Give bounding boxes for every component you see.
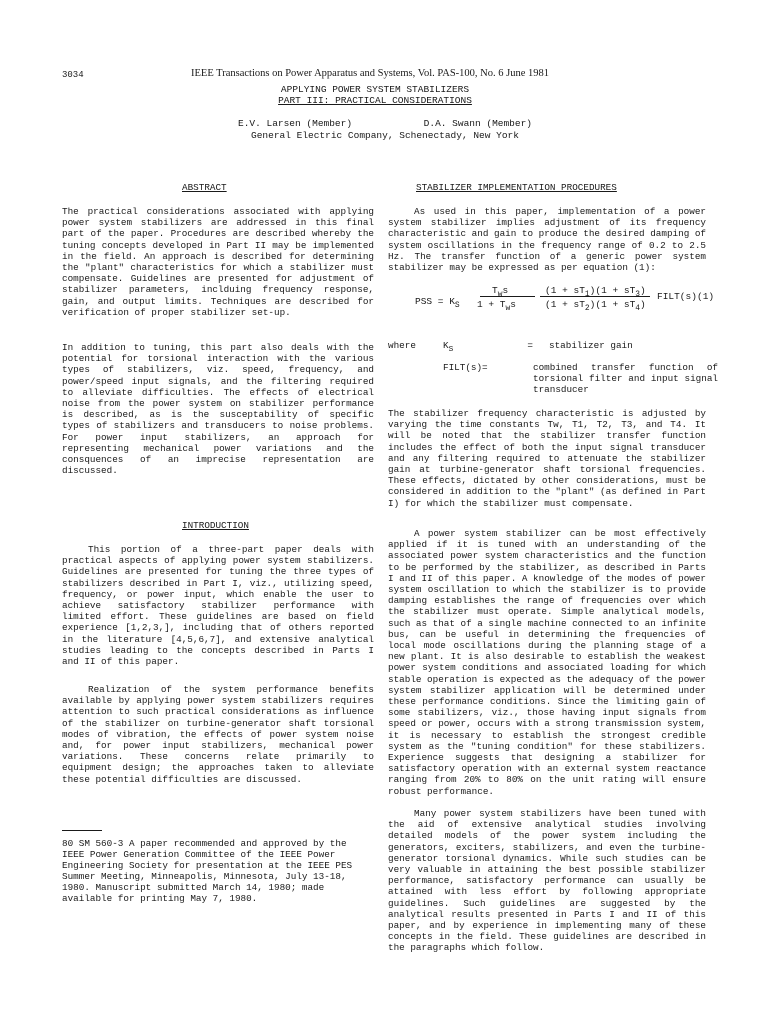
- title-line-1: APPLYING POWER SYSTEM STABILIZERS: [280, 84, 470, 95]
- eq-denominator-2: $(1 + sT_2)(1 + sT_4)$: [545, 299, 646, 313]
- implementation-paragraph-2: The stabilizer frequency characteristic is adjusted by varying the time constants Tw, T1, T2, T3, and T4. It will be noted that the stabilizer transfer function includes the effect of both the input signal transducer and any filtering required to attenuate the stabilizer gain at turbine-generator shaft torsional frequencies. These effects, dictated by other considerations, must be considered in addition to the "plant" (as defined in Part I) for which the stabilizer must compensate.: [388, 408, 707, 509]
- abstract-paragraph-1: The practical considerations associated with applying power system stabilizers are addressed in this final part of the paper. Procedures are described whereby the tuning concepts developed in Part II may be implemented in the field. An approach is described for determining the "plant" characteristics for which a stabilizer must compensate. Guidelines are presented for adjustment of stabilizer parameters, inclduing frequency response, gain, and output limits. Techniques are described for verification of proper stabilizer set-up.: [62, 206, 374, 318]
- introduction-heading: INTRODUCTION: [182, 520, 249, 531]
- implementation-paragraph-3: A power system stabilizer can be most effectively applied if it is tuned with an understanding of the associated power system characteristics and the function to be performed by the stabilizer, as described in Parts I and II of this paper. A knowledge of the modes of power system oscillation to which the stabilizer is to provide damping establishes the range of frequencies over which the stabilizer must operate. Simple analytical models, such as that of a single machine connected to an infinite bus, can be useful in determining the frequencies of local mode oscillations during the planning stage of a new plant. It is also desirable to establish the weakest power system conditions and associated loading for which stable operation is expected as the adequacy of the power system stabilizer application will be determined under these performance conditions. Since the limiting gain of some stabilizers, viz., those having input signals from speed or power, occurs with a strong transmission system, it is necessary to establish the strongest credible system as the "tuning condition" for these stabilizers. Experience suggests that designing a stabilizer for satisfactory operation with an external system reactance ranging from 20% to 80% on the unit rating will ensure robust performance.: [388, 528, 707, 797]
- authors-block: [160, 118, 610, 142]
- title-line-2: PART III: PRACTICAL CONSIDERATIONS: [278, 95, 472, 106]
- abstract-heading: ABSTRACT: [182, 182, 227, 193]
- where-definitions: [388, 340, 718, 402]
- eq-fraction-bar-2: [540, 296, 650, 297]
- eq-numerator-1: $T_ws$: [492, 285, 509, 299]
- eq-numerator-2: $(1 + sT_1)(1 + sT_3)$: [545, 285, 646, 299]
- equation-1: [395, 282, 715, 320]
- author-1: E.V. Larsen (Member): [238, 118, 353, 129]
- page-number: 3034: [62, 70, 84, 80]
- implementation-heading: STABILIZER IMPLEMENTATION PROCEDURES: [416, 182, 617, 193]
- affiliation: General Electric Company, Schenectady, New York: [251, 130, 519, 141]
- journal-header: IEEE Transactions on Power Apparatus and Systems, Vol. PAS-100, No. 6 June 1981: [191, 68, 549, 79]
- author-2: D.A. Swann (Member): [423, 118, 532, 129]
- def-2-text: combined transfer function of torsional filter and input signal transducer: [533, 362, 718, 396]
- abstract-paragraph-2: In addition to tuning, this part also deals with the potential for torsional interaction with the various types of stabilizers, viz. speed, frequency, and power/speed input signals, and the filtering required to alleviate difficulties. The effects of electrical noise from the power system on stabilizer performance is described, as is the susceptability of specific types of stabilizers and transducers to noise problems. For power input stabilizers, an approach for representing mechanical power variations and the consquences of an imprecise representation are discussed.: [62, 342, 374, 477]
- introduction-paragraph-1: This portion of a three-part paper deals with practical aspects of applying power system stabilizers. Guidelines are presented for tuning the three types of stabilizers described in Part I, viz., utilizing speed, frequency, or power input, which enable the user to achieve satisfactory stabilizer performance with limited effort. These guidelines are based on field experience [1,2,3,], including that of others reported in the literature [4,5,6,7], and extensive analytical studies leading to the concepts described in Parts I and II of this paper.: [62, 544, 374, 668]
- eq-lhs: PSS = $K_S$: [415, 296, 460, 310]
- def-1-symbol: $K_S$ =: [443, 340, 533, 354]
- implementation-paragraph-4: Many power system stabilizers have been tuned with the aid of extensive analytical studies involving detailed models of the power system including the generators, exciters, stabilizers, and even the turbine-generator torsional dynamics. While such studies can be very valuable in attaining the best possible stabilizer performance, satisfactory performance can usually be attained with less effort by following appropriate guidelines. Such guidelines are suggested by the analytical results presented in Parts I and II of this paper, and by experience in implementing many of these concepts in the field. These guidelines are described in the paragraphs which follow.: [388, 808, 706, 954]
- footnote-rule: [62, 830, 102, 831]
- footnote: 80 SM 560-3 A paper recommended and approved by the IEEE Power Generation Committee of the IEEE Power Engineering Society for presentation at the IEEE PES Summer Meeting, Minneapolis, Minnesota, July 13-18, 1980. Manuscript submitted March 14, 1980; made available for printing May 7, 1980.: [62, 838, 374, 904]
- implementation-paragraph-1: As used in this paper, implementation of a power system stabilizer implies adjustment of its frequency characteristic and gain to produce the desired damping of system oscillations in the frequency range of 0.2 to 2.5 Hz. The transfer function of a generic power system stabilizer may be expressed as per equation (1):: [388, 206, 707, 274]
- eq-filter-term: FILT(s): [657, 291, 697, 302]
- eq-number: (1): [697, 291, 715, 302]
- introduction-paragraph-2: Realization of the system performance benefits available by applying power system stabilizers requires attention to such practical considerations as influence of the stabilizer on turbine-generator shaft torsional modes of vibration, the effects of power system noise and, for power input stabilizers, mechanical power variations. These concerns relate primarily to equipment design; the approaches taken to alleviate these potential difficulties are discussed.: [62, 684, 374, 785]
- where-label: where: [388, 340, 416, 351]
- paper-title: [200, 84, 550, 106]
- eq-denominator-1: $1 + T_ws$: [477, 299, 516, 313]
- def-1-text: stabilizer gain: [549, 340, 633, 351]
- eq-fraction-bar-1: [480, 296, 535, 297]
- def-2-symbol: FILT(s)=: [443, 362, 488, 374]
